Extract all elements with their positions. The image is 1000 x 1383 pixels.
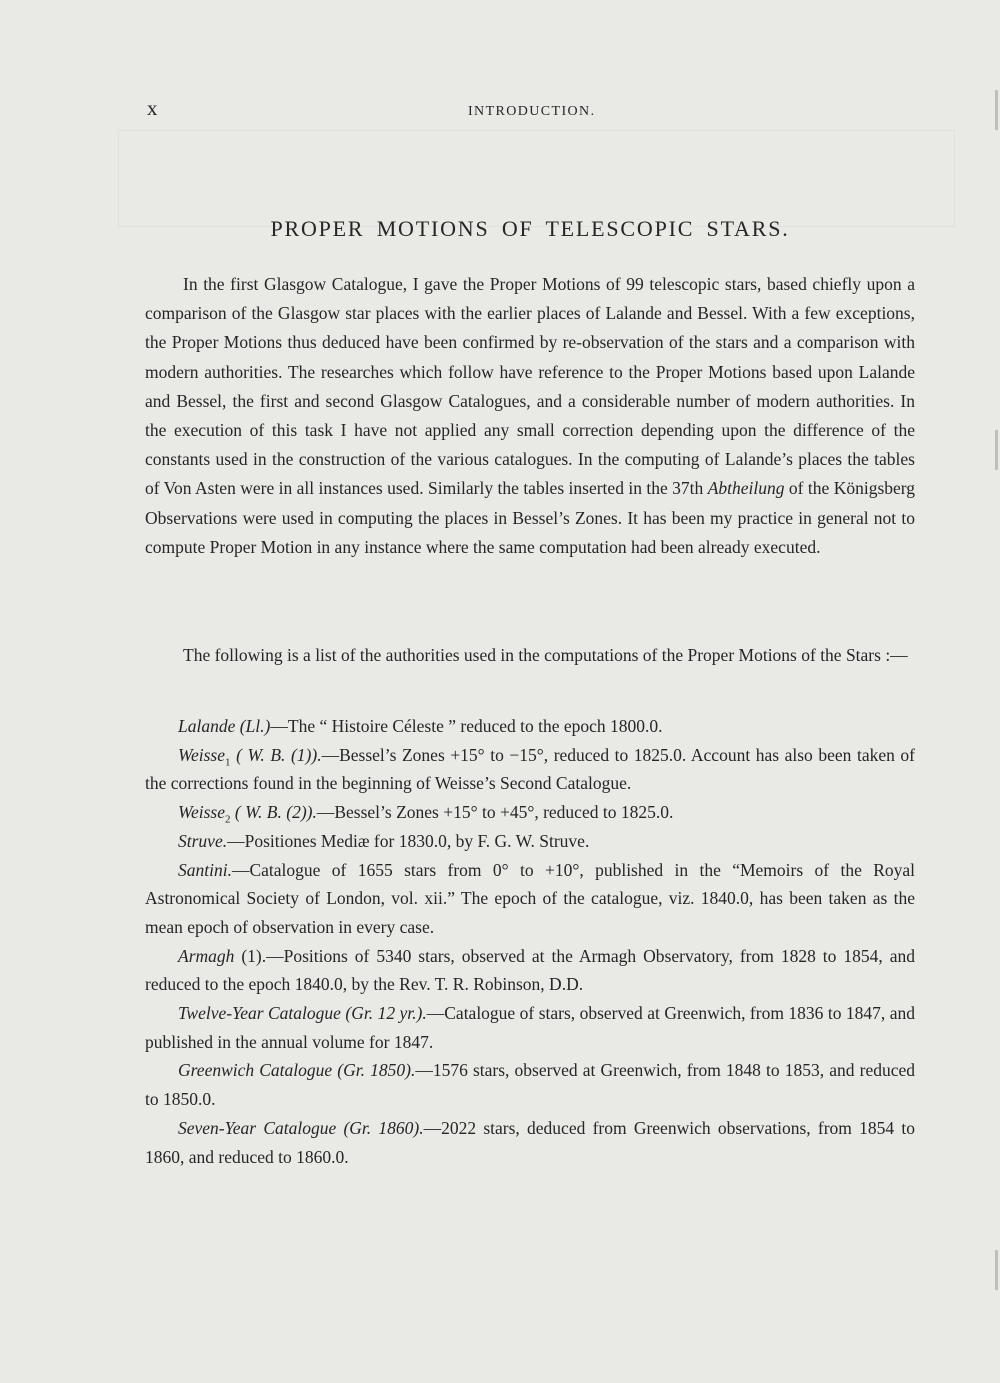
authority-name: Lalande [178,716,236,736]
intro-text: In the first Glasgow Catalogue, I gave the Proper Motions of 99 telescopic stars, based chiefly upon a comparison of the Glasgow star places with the earlier places of Lalande and Bessel. With a few exceptions, the Proper Motions thus deduced have been confirmed by re-observation of the stars and a comparison with modern authorities. The researches which follow have reference to the Proper Motions based upon Lalande and Bessel, the first and second Glasgow Catalogues, and a considerable number of modern authorities. In the execution of this task I have not applied any small correction depending upon the difference of the constants used in the construction of the various catalogues. In the computing of Lalande’s places the tables of Von Asten were in all instances used. Similarly the tables inserted in the 37th [145,274,915,499]
page-edge-mark [995,1250,998,1290]
section-title: PROPER MOTIONS OF TELESCOPIC STARS. [270,216,790,241]
authority-description: —1576 stars, observed at Greenwich, from 1848 to 1853, and reduced to 1850.0. [145,1060,915,1110]
authority-entry [145,798,915,827]
authority-abbr: ( W. B. (1)). [236,744,322,765]
intro-italic-term: Abtheilung [707,478,785,499]
authority-description: —Bessel’s Zones +15° to −15°, reduced to 1825.0. Account has also been taken of the corrections found in the beginning of Weisse’s Second Catalogue. [145,744,915,794]
authority-name: Weisse [178,802,225,823]
authority-abbr: (Gr. 1850). [337,1060,416,1081]
authority-entry [145,856,915,942]
authority-description: —The “ Histoire Céleste ” reduced to the epoch 1800.0. [270,716,663,736]
authority-description: —Positions of 5340 stars, observed at the Armagh Observatory, from 1828 to 1854, and reduced to the epoch 1840.0, by the Rev. T. R. Robinson, D.D. [145,945,915,995]
authority-name: Armagh [178,945,235,966]
authority-name: Struve. [178,830,228,851]
page-edge-mark [995,90,998,130]
authority-description: —2022 stars, deduced from Greenwich observations, from 1854 to 1860, and reduced to 1860.0. [145,1117,915,1167]
authority-entry [145,741,915,798]
authority-name: Weisse [178,744,225,765]
authority-description: —Positiones Mediæ for 1830.0, by F. G. W. Struve. [227,830,590,851]
authority-abbr: (1). [241,945,267,966]
authority-entry [145,1056,915,1113]
show-through-table-outline [118,130,955,227]
intro-paragraph-1 [145,270,915,562]
authority-entry [145,712,915,741]
page-number: x [147,96,159,120]
authority-name: Greenwich Catalogue [178,1060,333,1081]
intro-text-end: of the Königsberg Observations were used in computing the places in Bessel’s Zones. It has been my practice in general not to compute Proper Motion in any instance where the same computation had been already executed. [145,478,916,557]
authority-entry [145,1114,915,1171]
authority-description: —Bessel’s Zones +15° to +45°, reduced to 1825.0. [316,802,674,823]
intro-paragraph-2: The following is a list of the authorities used in the computations of the Proper Motions of the Stars :— [183,645,908,665]
authority-abbr: ( W. B. (2)). [234,802,317,823]
authority-subscript: 2 [225,813,231,826]
authority-name: Seven-Year Catalogue [178,1117,337,1138]
authority-description: —Catalogue of stars, observed at Greenwich, from 1836 to 1847, and published in the annual volume for 1847. [145,1003,916,1052]
authority-entry [145,827,915,856]
authority-subscript: 1 [225,756,231,769]
authority-abbr: (Ll.) [239,716,271,736]
page-edge-mark [995,430,998,470]
authority-abbr: (Gr. 1860). [343,1117,424,1138]
authority-description: —Catalogue of 1655 stars from 0° to +10°, published in the “Memoirs of the Royal Astronomical Society of London, vol. xii.” The epoch of the catalogue, viz. 1840.0, has been taken as the mean epoch of observation in every case. [145,859,915,937]
authority-name: Twelve-Year Catalogue [178,1003,341,1024]
authority-entry [145,942,915,999]
running-head: INTRODUCTION. [468,104,596,119]
authority-name: Santini. [178,859,232,880]
authority-entry [145,999,915,1056]
authorities-list [145,712,915,1171]
authority-abbr: (Gr. 12 yr.). [345,1003,427,1024]
